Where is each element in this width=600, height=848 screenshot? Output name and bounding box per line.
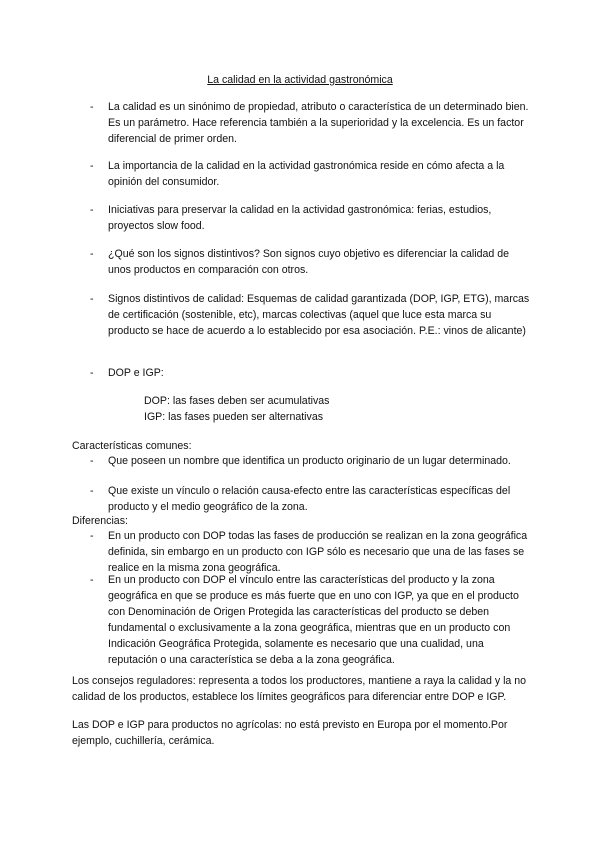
- igp-line: IGP: las fases pueden ser alternativas: [144, 411, 324, 423]
- section-heading-common: Características comunes:: [72, 440, 192, 452]
- bullet-dash: -: [90, 485, 94, 497]
- paragraph-no-agricolas: Las DOP e IGP para productos no agrícolas: no está previsto en Europa por el momento.Por ejemplo, cuchillería, cerámica.: [72, 719, 508, 747]
- bullet-dash: -: [90, 293, 94, 305]
- bullet-dash: -: [90, 101, 94, 113]
- page-title: La calidad en la actividad gastronómica: [207, 74, 393, 86]
- list-item-text: DOP e IGP:: [108, 367, 164, 379]
- list-item-text: La calidad es un sinónimo de propiedad, atributo o característica de un determinado bien. Es un parámetro. Hace referencia también a la superioridad y la excelencia. Es un factor diferencial de primer orden.: [108, 101, 529, 145]
- list-item-text: Que poseen un nombre que identifica un producto originario de un lugar determinado.: [108, 455, 511, 467]
- list-item-text: ¿Qué son los signos distintivos? Son signos cuyo objetivo es diferenciar la calidad de unos productos en comparación con otros.: [108, 248, 510, 276]
- bullet-dash: -: [90, 160, 94, 172]
- bullet-dash: -: [90, 248, 94, 260]
- section-heading-differences: Diferencias:: [72, 515, 128, 527]
- list-item-text: En un producto con DOP todas las fases de producción se realizan en la zona geográfica definida, sin embargo en un producto con IGP sólo es necesario que una de las fases se realice en la misma zona geográfica.: [108, 530, 528, 574]
- paragraph-consejos: Los consejos reguladores: representa a todos los productores, mantiene a raya la calidad y la no calidad de los productos, establece los límites geográficos para diferenciar entre DOP e IGP.: [72, 675, 527, 703]
- bullet-dash: -: [90, 574, 94, 586]
- bullet-dash: -: [90, 530, 94, 542]
- dop-line: DOP: las fases deben ser acumulativas: [144, 395, 330, 407]
- bullet-dash: -: [90, 204, 94, 216]
- list-item-text: En un producto con DOP el vínculo entre las características del producto y la zona geográfica en que se produce es más fuerte que en uno con IGP, ya que en el producto con Denominación de Origen Protegida las características del producto se deben fundamental o exclusivamente a la zona geográfica, mientras que en un producto con Indicación Geográfica Protegida, solamente es necesario que una cualidad, una reputación o una característica se deba a la zona geográfica.: [108, 574, 519, 666]
- bullet-dash: -: [90, 455, 94, 467]
- bullet-dash: -: [90, 367, 94, 379]
- list-item-text: Que existe un vínculo o relación causa-efecto entre las características específicas del producto y el medio geográfico de la zona.: [108, 485, 511, 513]
- list-item-text: La importancia de la calidad en la actividad gastronómica reside en cómo afecta a la opinión del consumidor.: [108, 160, 505, 188]
- list-item-text: Signos distintivos de calidad: Esquemas de calidad garantizada (DOP, IGP, ETG), marcas de certificación (sostenible, etc), marcas colectivas (aquel que luce esta marca su producto se hace de acuerdo a lo establecido por esa asociación. P.E.: vinos de alicante): [108, 293, 530, 337]
- list-item-text: Iniciativas para preservar la calidad en la actividad gastronómica: ferias, estudios, proyectos slow food.: [108, 204, 492, 232]
